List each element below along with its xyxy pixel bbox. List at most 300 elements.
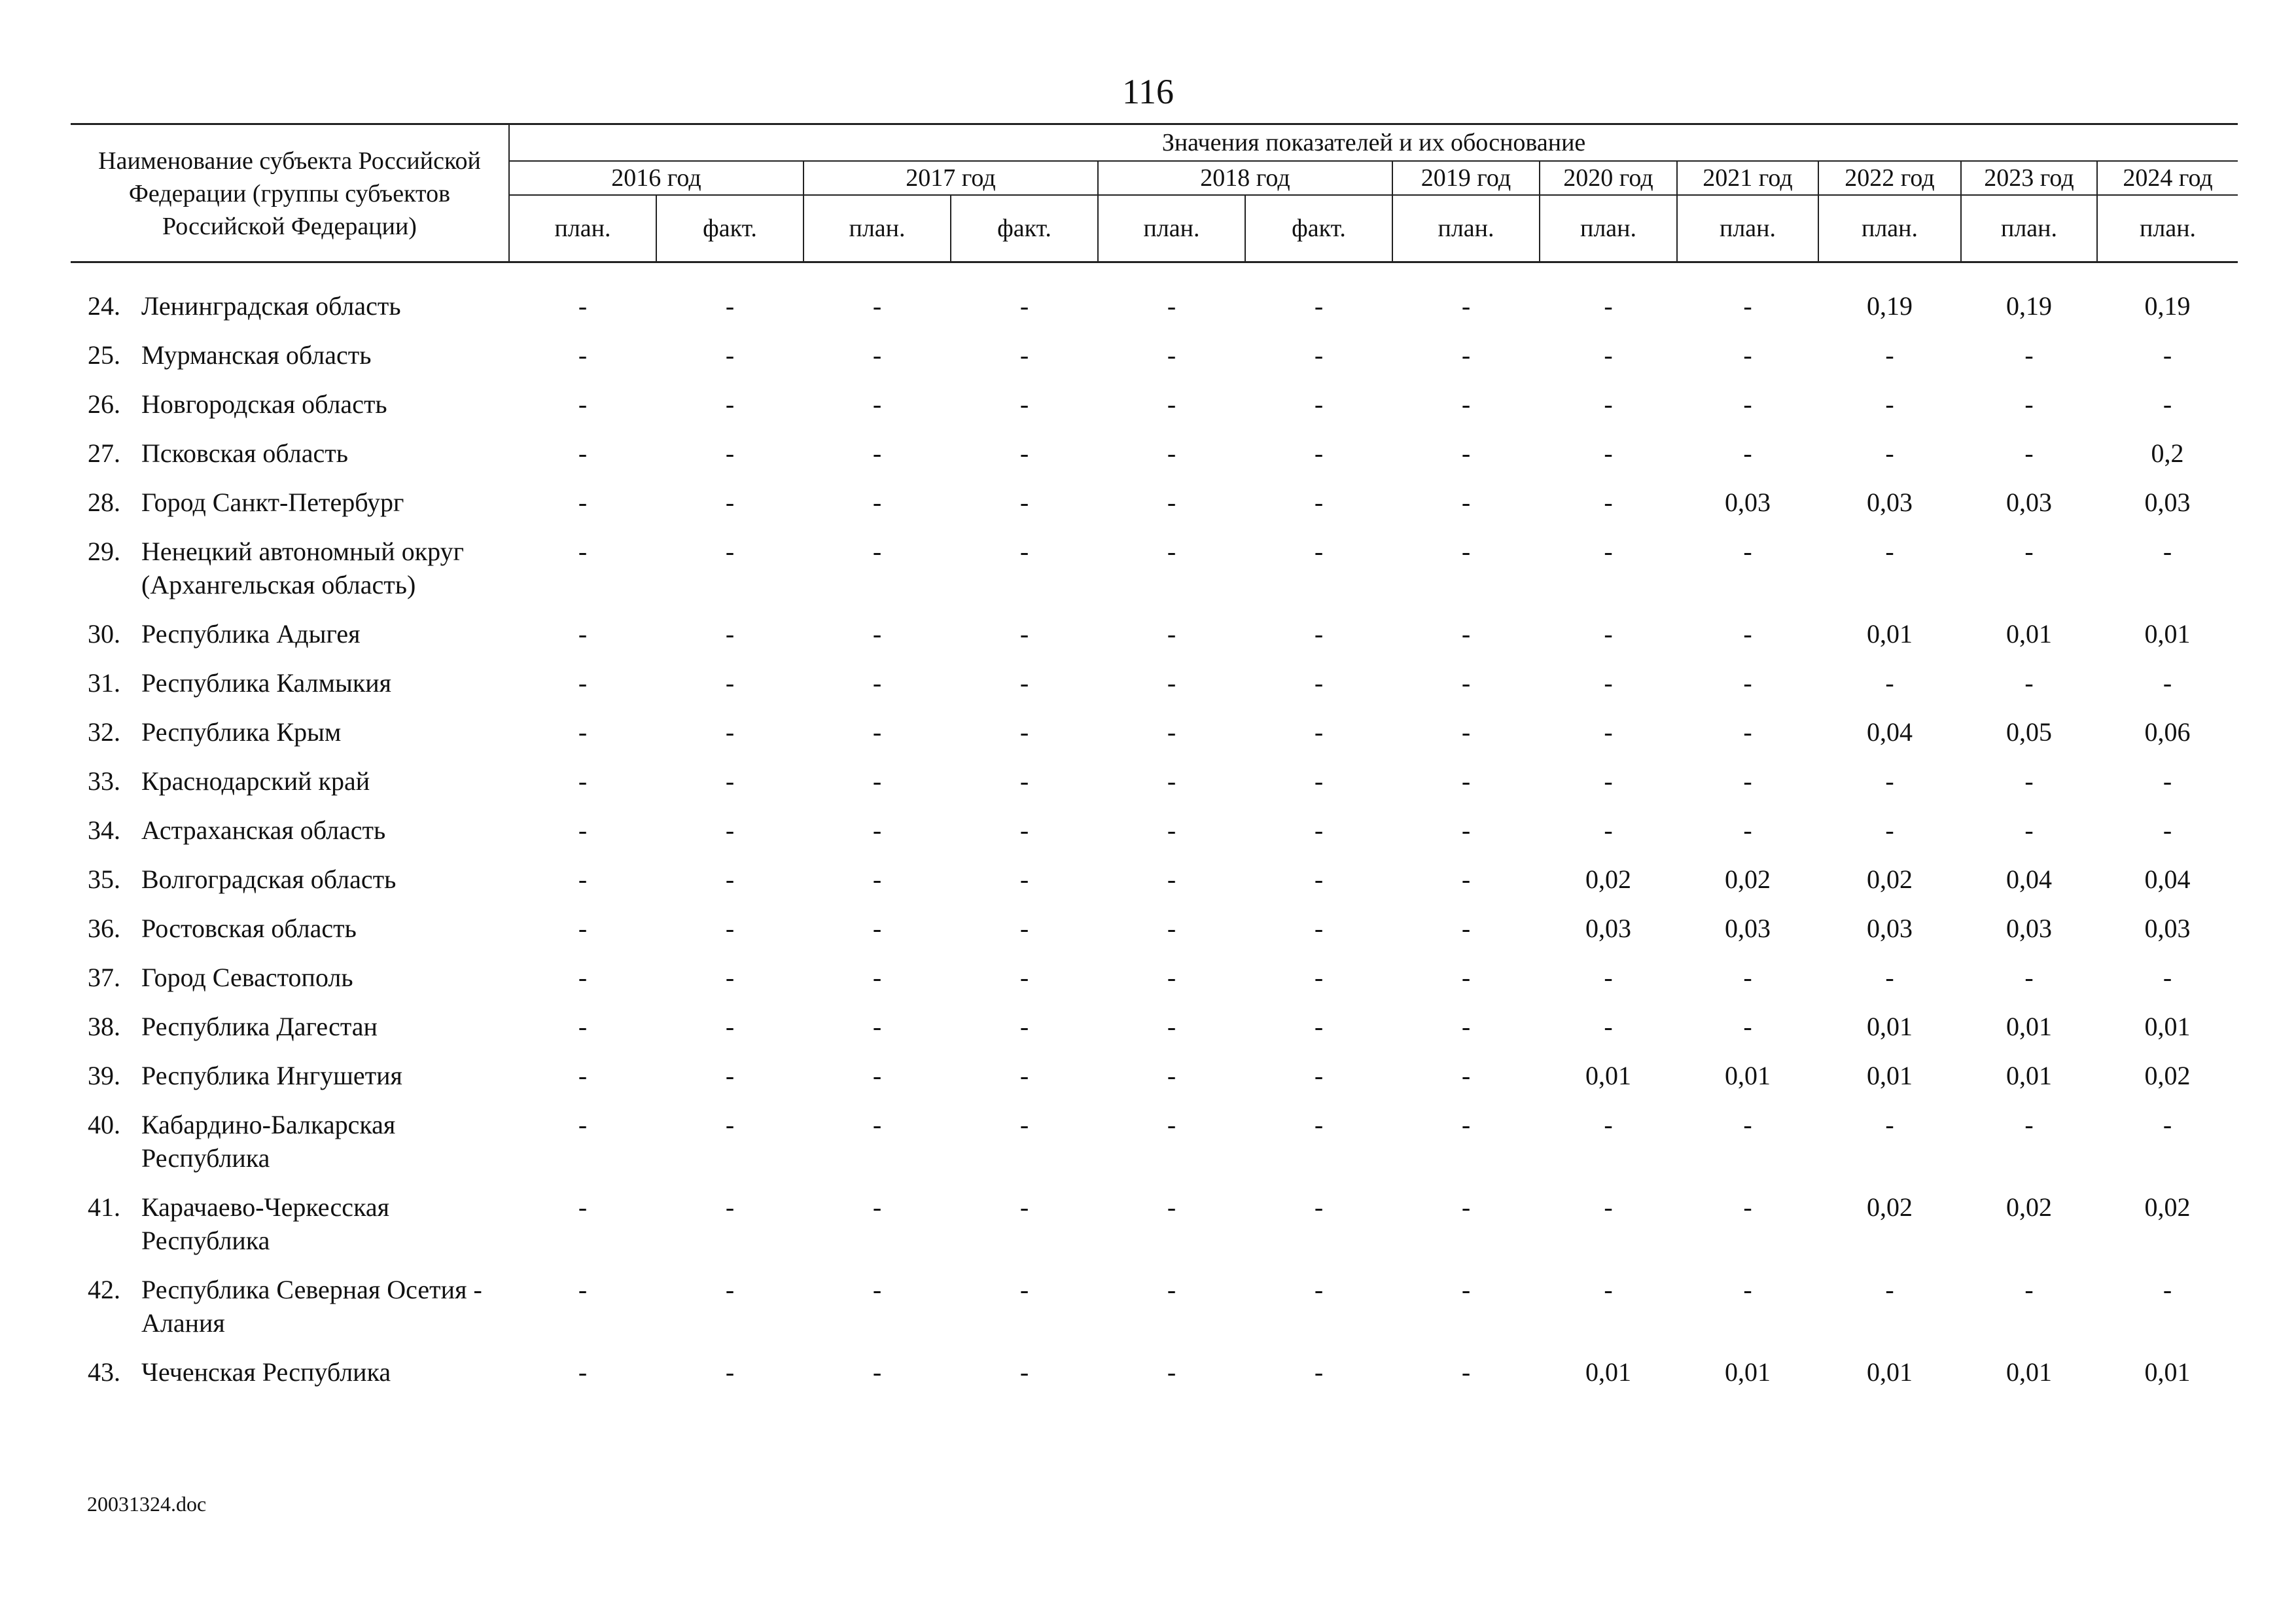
value-cell: - — [1167, 963, 1176, 992]
value-cell: - — [872, 340, 882, 370]
value-cell: - — [1604, 1012, 1613, 1041]
value-cell: - — [725, 537, 735, 566]
value-cell: - — [872, 865, 882, 894]
table-row — [71, 806, 2238, 855]
row-number: 42. — [88, 1275, 120, 1304]
value-cell: 0,03 — [2006, 488, 2052, 517]
data-table-body — [71, 281, 2238, 1397]
value-cell: - — [1604, 488, 1613, 517]
value-cell: - — [1019, 1110, 1029, 1139]
value-cell: - — [872, 815, 882, 845]
value-cell: - — [1314, 963, 1324, 992]
value-cell: - — [872, 389, 882, 419]
value-cell: - — [1167, 815, 1176, 845]
value-cell: - — [2163, 340, 2172, 370]
header-sub-column: план. — [509, 195, 656, 262]
value-cell: - — [1885, 389, 1894, 419]
value-cell: - — [578, 340, 588, 370]
region-name: Ростовская область — [141, 914, 357, 943]
value-cell: - — [1461, 717, 1471, 747]
row-number: 32. — [88, 717, 120, 747]
value-cell: - — [1604, 815, 1613, 845]
data-table — [71, 281, 2238, 1397]
header-year: 2018 год — [1098, 161, 1392, 195]
value-cell: - — [1604, 340, 1613, 370]
value-cell: - — [1019, 1012, 1029, 1041]
value-cell: - — [872, 438, 882, 468]
value-cell: - — [1461, 668, 1471, 698]
row-number: 30. — [88, 619, 120, 649]
value-cell: - — [1743, 619, 1752, 649]
value-cell: - — [1314, 1061, 1324, 1090]
value-cell: - — [872, 668, 882, 698]
value-cell: 0,2 — [2151, 438, 2184, 468]
value-cell: 0,01 — [2006, 1061, 2052, 1090]
value-cell: 0,01 — [1867, 1012, 1913, 1041]
value-cell: - — [1743, 766, 1752, 796]
table-row — [71, 429, 2238, 478]
value-cell: 0,01 — [1585, 1357, 1631, 1387]
value-cell: - — [1019, 1275, 1029, 1304]
value-cell: - — [2024, 963, 2034, 992]
value-cell: 0,01 — [1867, 1357, 1913, 1387]
value-cell: - — [725, 1012, 735, 1041]
value-cell: - — [725, 717, 735, 747]
value-cell: 0,05 — [2006, 717, 2052, 747]
value-cell: - — [578, 914, 588, 943]
value-cell: - — [1314, 488, 1324, 517]
value-cell: - — [1461, 389, 1471, 419]
value-cell: - — [725, 865, 735, 894]
value-cell: - — [1167, 340, 1176, 370]
value-cell: - — [1314, 1192, 1324, 1222]
value-cell: - — [725, 1061, 735, 1090]
table-row — [71, 1265, 2238, 1347]
value-cell: 0,01 — [1585, 1061, 1631, 1090]
value-cell: - — [1743, 668, 1752, 698]
value-cell: - — [578, 389, 588, 419]
value-cell: - — [872, 1357, 882, 1387]
value-cell: - — [2024, 668, 2034, 698]
value-cell: - — [1743, 717, 1752, 747]
header-year: 2023 год — [1961, 161, 2097, 195]
value-cell: - — [725, 340, 735, 370]
header-values-group: Значения показателей и их обоснование — [509, 124, 2238, 162]
value-cell: 0,01 — [2006, 1357, 2052, 1387]
value-cell: - — [578, 1110, 588, 1139]
value-cell: - — [578, 619, 588, 649]
region-name: Республика Адыгея — [141, 619, 361, 649]
value-cell: - — [725, 488, 735, 517]
value-cell: 0,04 — [2144, 865, 2191, 894]
value-cell: - — [1604, 537, 1613, 566]
value-cell: - — [725, 619, 735, 649]
value-cell: 0,19 — [2144, 291, 2191, 321]
region-name: Республика Северная Осетия - Алания — [141, 1275, 482, 1338]
header-sub-column: план. — [1818, 195, 1961, 262]
value-cell: - — [578, 865, 588, 894]
region-name: Республика Крым — [141, 717, 342, 747]
value-cell: - — [1167, 865, 1176, 894]
value-cell: 0,03 — [1585, 914, 1631, 943]
value-cell: - — [1461, 914, 1471, 943]
header-year: 2020 год — [1540, 161, 1677, 195]
value-cell: - — [1019, 1357, 1029, 1387]
value-cell: - — [578, 1192, 588, 1222]
value-cell: - — [872, 619, 882, 649]
value-cell: 0,01 — [1867, 1061, 1913, 1090]
value-cell: - — [1167, 717, 1176, 747]
region-name: Республика Калмыкия — [141, 668, 392, 698]
value-cell: - — [872, 717, 882, 747]
value-cell: - — [1314, 1012, 1324, 1041]
value-cell: - — [1167, 668, 1176, 698]
value-cell: 0,02 — [1867, 1192, 1913, 1222]
value-cell: 0,01 — [1725, 1061, 1771, 1090]
region-name: Краснодарский край — [141, 766, 370, 796]
value-cell: - — [1019, 865, 1029, 894]
header-sub-column: факт. — [951, 195, 1098, 262]
value-cell: - — [1461, 1012, 1471, 1041]
value-cell: - — [1167, 766, 1176, 796]
value-cell: 0,03 — [2144, 488, 2191, 517]
header-year: 2019 год — [1392, 161, 1540, 195]
value-cell: - — [1743, 815, 1752, 845]
row-number: 33. — [88, 766, 120, 796]
value-cell: - — [1167, 1061, 1176, 1090]
value-cell: - — [1314, 914, 1324, 943]
value-cell: - — [1019, 717, 1029, 747]
value-cell: - — [1314, 1110, 1324, 1139]
value-cell: - — [578, 1357, 588, 1387]
header-sub-column: план. — [1677, 195, 1818, 262]
value-cell: 0,01 — [1867, 619, 1913, 649]
value-cell: - — [1461, 1357, 1471, 1387]
table-row — [71, 527, 2238, 609]
value-cell: - — [725, 963, 735, 992]
value-cell: - — [1885, 963, 1894, 992]
value-cell: - — [1019, 291, 1029, 321]
value-cell: - — [1314, 291, 1324, 321]
table-row — [71, 1183, 2238, 1265]
value-cell: - — [1314, 1357, 1324, 1387]
value-cell: 0,02 — [1867, 865, 1913, 894]
value-cell: - — [872, 1012, 882, 1041]
value-cell: - — [872, 291, 882, 321]
value-cell: - — [1743, 963, 1752, 992]
row-number: 31. — [88, 668, 120, 698]
row-number: 40. — [88, 1110, 120, 1139]
region-name: Псковская область — [141, 438, 348, 468]
value-cell: - — [1743, 340, 1752, 370]
value-cell: - — [2163, 537, 2172, 566]
header-name-column: Наименование субъекта Российской Федерации (группы субъектов Российской Федерации) — [71, 124, 509, 262]
region-name: Новгородская область — [141, 389, 387, 419]
region-name: Мурманская область — [141, 340, 372, 370]
table-row — [71, 1051, 2238, 1100]
region-name: Город Санкт-Петербург — [141, 488, 404, 517]
value-cell: 0,02 — [1585, 865, 1631, 894]
header-year: 2024 год — [2097, 161, 2238, 195]
value-cell: - — [1167, 389, 1176, 419]
table-row — [71, 658, 2238, 707]
table-row — [71, 953, 2238, 1002]
header-year: 2022 год — [1818, 161, 1961, 195]
value-cell: - — [1314, 717, 1324, 747]
header-sub-column: план. — [1961, 195, 2097, 262]
value-cell: - — [2163, 1110, 2172, 1139]
value-cell: - — [1314, 340, 1324, 370]
value-cell: 0,01 — [2144, 1012, 2191, 1041]
value-cell: - — [1743, 537, 1752, 566]
value-cell: - — [1019, 668, 1029, 698]
value-cell: - — [1019, 537, 1029, 566]
value-cell: - — [2163, 766, 2172, 796]
value-cell: 0,03 — [1867, 488, 1913, 517]
value-cell: - — [1167, 1192, 1176, 1222]
value-cell: - — [578, 537, 588, 566]
row-number: 24. — [88, 291, 120, 321]
row-number: 41. — [88, 1192, 120, 1222]
value-cell: 0,01 — [1725, 1357, 1771, 1387]
value-cell: - — [1019, 914, 1029, 943]
value-cell: - — [725, 914, 735, 943]
row-number: 35. — [88, 865, 120, 894]
region-name: Астраханская область — [141, 815, 386, 845]
value-cell: - — [1604, 766, 1613, 796]
value-cell: 0,19 — [2006, 291, 2052, 321]
value-cell: - — [872, 914, 882, 943]
value-cell: - — [2024, 537, 2034, 566]
value-cell: - — [725, 291, 735, 321]
value-cell: - — [1461, 291, 1471, 321]
value-cell: 0,19 — [1867, 291, 1913, 321]
value-cell: 0,03 — [2144, 914, 2191, 943]
region-name: Чеченская Республика — [141, 1357, 391, 1387]
value-cell: - — [1314, 766, 1324, 796]
row-number: 43. — [88, 1357, 120, 1387]
value-cell: - — [1167, 1012, 1176, 1041]
value-cell: - — [725, 1357, 735, 1387]
value-cell: - — [1885, 815, 1894, 845]
table-row — [71, 478, 2238, 527]
region-name: Ненецкий автономный округ (Архангельская область) — [141, 537, 465, 599]
value-cell: - — [578, 1061, 588, 1090]
table-header — [71, 123, 2238, 263]
table-row — [71, 1100, 2238, 1183]
value-cell: - — [1167, 438, 1176, 468]
value-cell: - — [1885, 1275, 1894, 1304]
value-cell: - — [1167, 1357, 1176, 1387]
value-cell: - — [1604, 668, 1613, 698]
row-number: 28. — [88, 488, 120, 517]
value-cell: - — [2163, 668, 2172, 698]
value-cell: 0,01 — [2006, 619, 2052, 649]
value-cell: - — [1314, 389, 1324, 419]
table-row — [71, 1002, 2238, 1051]
value-cell: - — [725, 766, 735, 796]
value-cell: - — [1604, 291, 1613, 321]
value-cell: - — [1461, 340, 1471, 370]
value-cell: - — [1885, 1110, 1894, 1139]
value-cell: - — [2024, 766, 2034, 796]
value-cell: - — [2024, 389, 2034, 419]
header-sub-column: план. — [1392, 195, 1540, 262]
row-number: 38. — [88, 1012, 120, 1041]
value-cell: - — [872, 537, 882, 566]
value-cell: - — [1885, 668, 1894, 698]
page-number: 116 — [1122, 72, 1174, 111]
value-cell: - — [872, 963, 882, 992]
value-cell: - — [1167, 914, 1176, 943]
value-cell: - — [1604, 717, 1613, 747]
value-cell: - — [1461, 1110, 1471, 1139]
row-number: 27. — [88, 438, 120, 468]
value-cell: - — [2024, 438, 2034, 468]
value-cell: - — [725, 815, 735, 845]
footer-file-name: 20031324.doc — [87, 1492, 207, 1516]
value-cell: - — [1461, 1061, 1471, 1090]
region-name: Кабардино-Балкарская Республика — [141, 1110, 396, 1173]
value-cell: - — [872, 1275, 882, 1304]
value-cell: - — [1019, 815, 1029, 845]
value-cell: - — [2024, 1110, 2034, 1139]
value-cell: - — [1019, 389, 1029, 419]
value-cell: - — [1604, 1110, 1613, 1139]
value-cell: - — [1314, 815, 1324, 845]
header-year: 2016 год — [509, 161, 804, 195]
value-cell: - — [1604, 619, 1613, 649]
value-cell: 0,03 — [2006, 914, 2052, 943]
value-cell: - — [578, 438, 588, 468]
value-cell: - — [1885, 766, 1894, 796]
value-cell: - — [1019, 963, 1029, 992]
row-number: 29. — [88, 537, 120, 566]
table-row — [71, 281, 2238, 330]
value-cell: - — [2163, 1275, 2172, 1304]
value-cell: - — [1167, 1275, 1176, 1304]
value-cell: - — [1019, 766, 1029, 796]
value-cell: - — [1743, 1275, 1752, 1304]
value-cell: - — [725, 1275, 735, 1304]
value-cell: - — [1019, 438, 1029, 468]
row-number: 26. — [88, 389, 120, 419]
header-sub-column: факт. — [1245, 195, 1392, 262]
value-cell: - — [578, 766, 588, 796]
value-cell: - — [1743, 389, 1752, 419]
table-row — [71, 757, 2238, 806]
header-year: 2021 год — [1677, 161, 1818, 195]
value-cell: 0,02 — [1725, 865, 1771, 894]
value-cell: - — [1885, 537, 1894, 566]
value-cell: - — [1461, 865, 1471, 894]
value-cell: - — [1167, 537, 1176, 566]
value-cell: - — [1604, 389, 1613, 419]
value-cell: - — [872, 488, 882, 517]
value-cell: - — [1743, 291, 1752, 321]
value-cell: - — [1314, 438, 1324, 468]
header-sub-column: план. — [804, 195, 951, 262]
value-cell: - — [2163, 389, 2172, 419]
value-cell: - — [1167, 1110, 1176, 1139]
header-sub-column: план. — [1098, 195, 1245, 262]
value-cell: - — [1604, 438, 1613, 468]
value-cell: - — [725, 1110, 735, 1139]
value-cell: - — [1314, 668, 1324, 698]
value-cell: - — [1461, 1192, 1471, 1222]
value-cell: - — [1019, 340, 1029, 370]
value-cell: 0,04 — [2006, 865, 2052, 894]
region-name: Республика Ингушетия — [141, 1061, 402, 1090]
value-cell: 0,03 — [1867, 914, 1913, 943]
value-cell: 0,03 — [1725, 488, 1771, 517]
value-cell: - — [1743, 438, 1752, 468]
value-cell: 0,03 — [1725, 914, 1771, 943]
value-cell: - — [1461, 963, 1471, 992]
value-cell: - — [2163, 815, 2172, 845]
value-cell: 0,02 — [2144, 1192, 2191, 1222]
row-number: 36. — [88, 914, 120, 943]
value-cell: 0,02 — [2144, 1061, 2191, 1090]
value-cell: - — [1314, 537, 1324, 566]
value-cell: - — [1461, 488, 1471, 517]
value-cell: - — [1314, 865, 1324, 894]
value-cell: - — [578, 963, 588, 992]
row-number: 37. — [88, 963, 120, 992]
value-cell: - — [1461, 815, 1471, 845]
value-cell: - — [725, 668, 735, 698]
value-cell: - — [1314, 1275, 1324, 1304]
table-row — [71, 609, 2238, 658]
value-cell: - — [1885, 438, 1894, 468]
value-cell: - — [2024, 1275, 2034, 1304]
value-cell: - — [1743, 1192, 1752, 1222]
value-cell: - — [725, 389, 735, 419]
value-cell: - — [1019, 1192, 1029, 1222]
value-cell: - — [1743, 1012, 1752, 1041]
region-name: Волгоградская область — [141, 865, 397, 894]
value-cell: - — [1461, 619, 1471, 649]
value-cell: - — [2024, 815, 2034, 845]
value-cell: - — [1604, 1275, 1613, 1304]
value-cell: - — [872, 1061, 882, 1090]
value-cell: 0,02 — [2006, 1192, 2052, 1222]
header-sub-column: факт. — [656, 195, 804, 262]
table-row — [71, 1347, 2238, 1397]
header-year: 2017 год — [804, 161, 1098, 195]
row-number: 25. — [88, 340, 120, 370]
table-row — [71, 855, 2238, 904]
value-cell: 0,01 — [2144, 619, 2191, 649]
value-cell: 0,06 — [2144, 717, 2191, 747]
value-cell: - — [1743, 1110, 1752, 1139]
value-cell: - — [2024, 340, 2034, 370]
table-row — [71, 904, 2238, 953]
value-cell: - — [2163, 963, 2172, 992]
value-cell: - — [1019, 1061, 1029, 1090]
value-cell: - — [578, 1012, 588, 1041]
table-row — [71, 707, 2238, 757]
value-cell: - — [1604, 963, 1613, 992]
value-cell: 0,01 — [2144, 1357, 2191, 1387]
value-cell: - — [578, 668, 588, 698]
table-row — [71, 380, 2238, 429]
value-cell: - — [872, 766, 882, 796]
value-cell: - — [578, 717, 588, 747]
value-cell: - — [578, 815, 588, 845]
table-row — [71, 330, 2238, 380]
value-cell: - — [1167, 488, 1176, 517]
